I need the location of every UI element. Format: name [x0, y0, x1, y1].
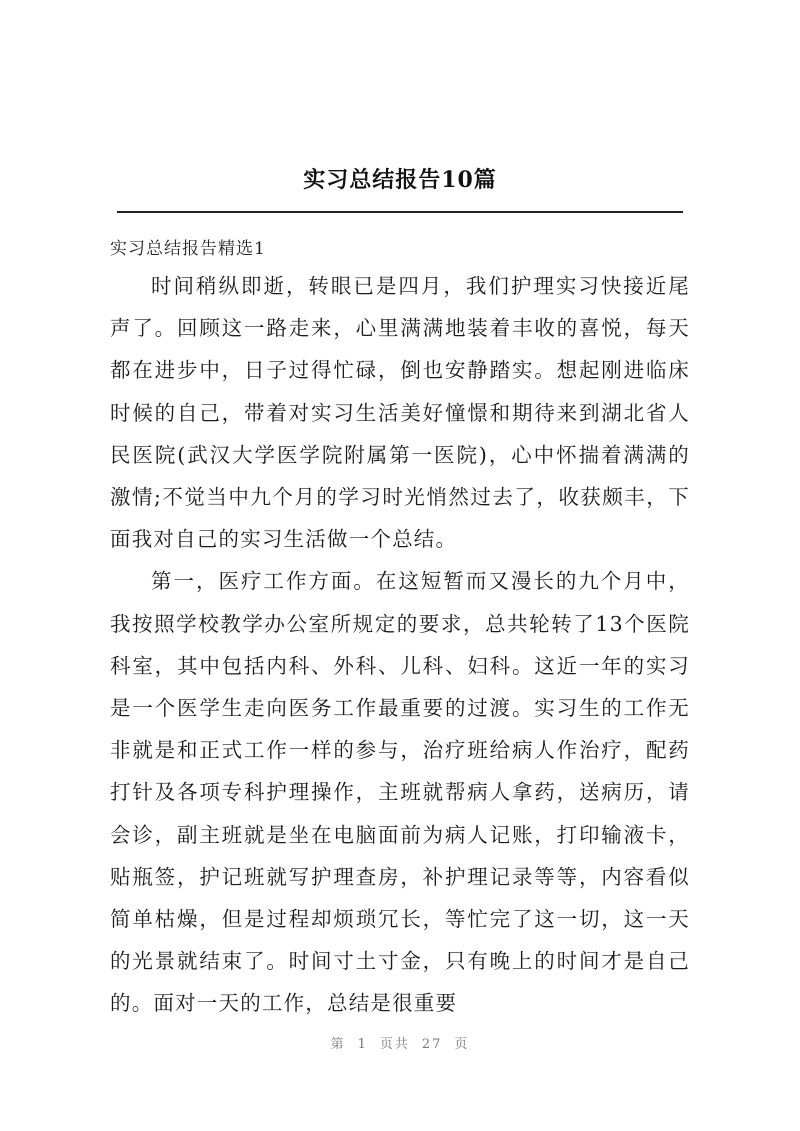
footer-total-pages: 27 [421, 1037, 443, 1052]
document-title: 实习总结报告10篇 [303, 167, 497, 193]
document-body [110, 265, 690, 1025]
section-heading: 实习总结报告精选1 [110, 239, 266, 259]
footer-current-page: 1 [357, 1037, 368, 1052]
footer-prefix: 第 [330, 1037, 346, 1052]
paragraph-1: 时间稍纵即逝，转眼已是四月，我们护理实习快接近尾声了。回顾这一路走来，心里满满地装着丰收的喜悦，每天都在进步中，日子过得忙碌，倒也安静踏实。想起刚进临床时候的自己，带着对实习生活美好憧憬和期待来到湖北省人民医院(武汉大学医学院附属第一医院)，心中怀揣着满满的激情;不觉当中九个月的学习时光悄然过去了，收获颇丰，下面我对自己的实习生活做一个总结。 [110, 274, 690, 552]
footer-suffix: 页 [454, 1037, 470, 1052]
paragraph-2: 第一，医疗工作方面。在这短暂而又漫长的九个月中，我按照学校教学办公室所规定的要求，总共轮转了13个医院科室，其中包括内科、外科、儿科、妇科。这近一年的实习是一个医学生走向医务工作最重要的过渡。实习生的工作无非就是和正式工作一样的参与，治疗班给病人作治疗，配药打针及各项专科护理操作，主班就帮病人拿药，送病历，请会诊，副主班就是坐在电脑面前为病人记账，打印输液卡，贴瓶签，护记班就写护理查房，补护理记录等等，内容看似简单枯燥，但是过程却烦琐冗长，等忙完了这一切，这一天的光景就结束了。时间寸土寸金，只有晚上的时间才是自己的。面对一天的工作，总结是很重要 [110, 569, 690, 1016]
title-divider [117, 211, 683, 213]
page-footer [0, 1033, 800, 1052]
footer-middle: 页共 [379, 1037, 410, 1052]
